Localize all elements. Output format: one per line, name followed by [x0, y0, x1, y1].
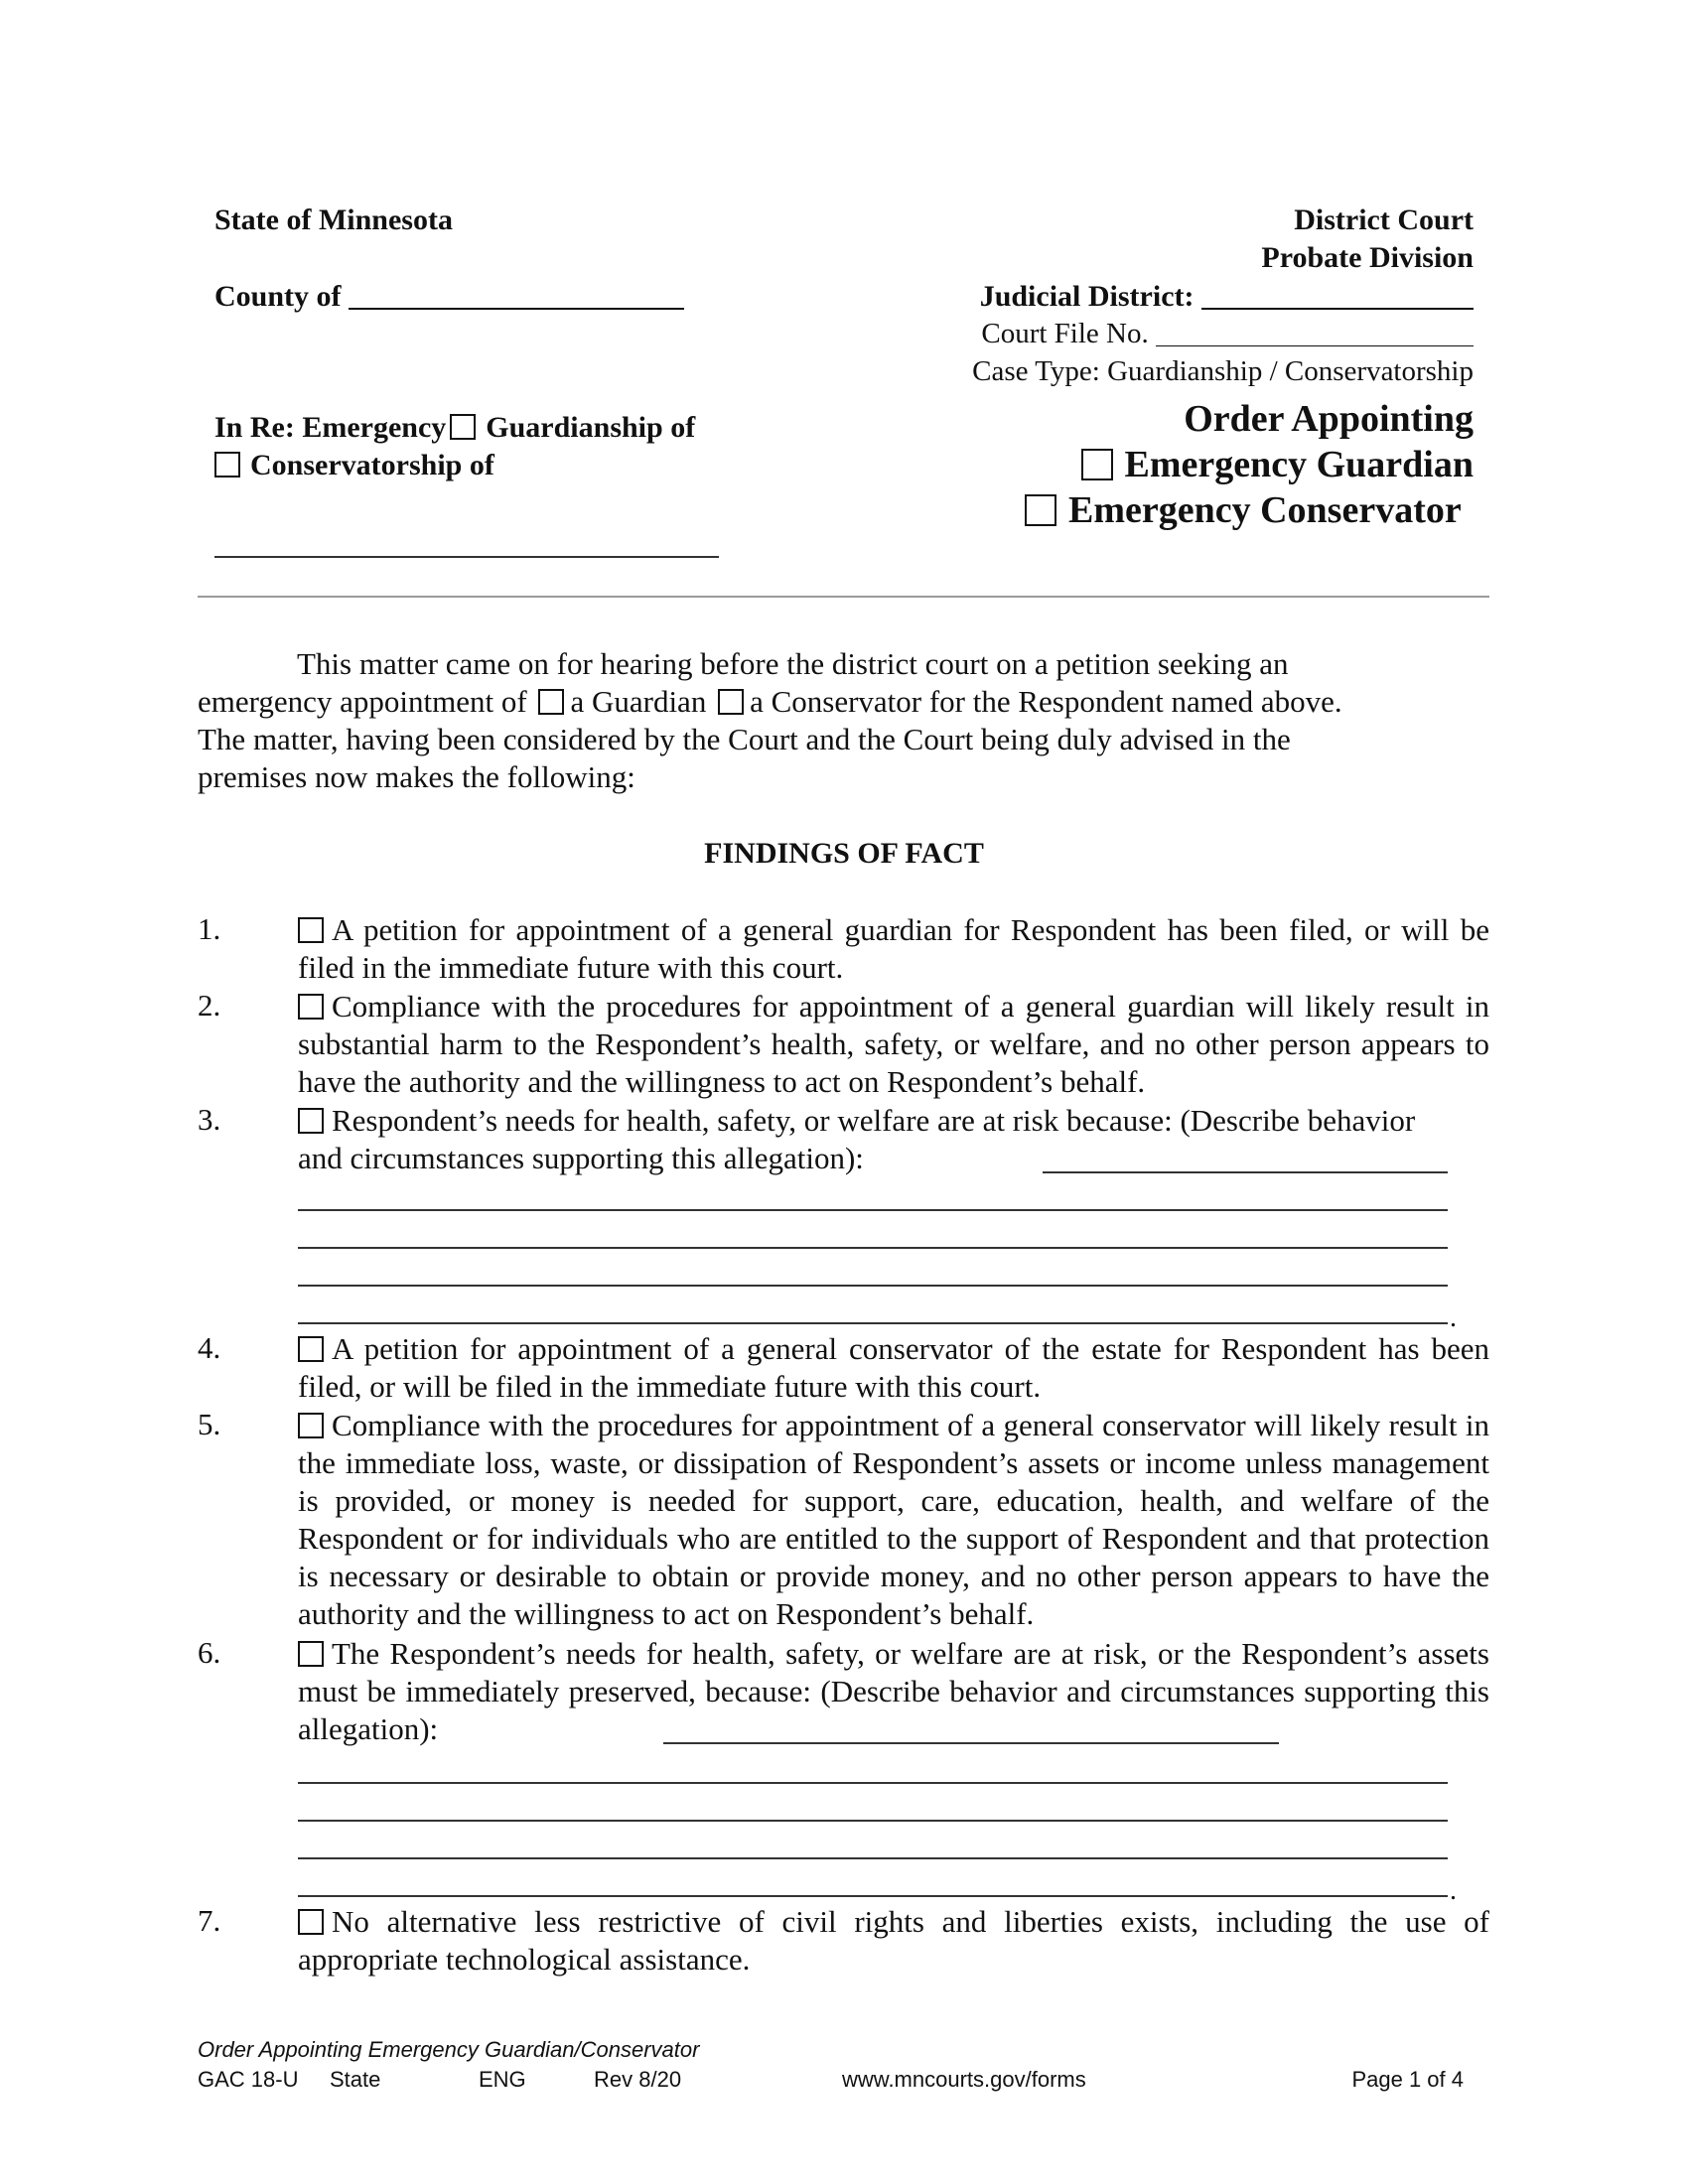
finding-4-checkbox[interactable]	[298, 1336, 324, 1362]
county-label: County of	[214, 280, 342, 313]
finding-5-number: 5.	[198, 1407, 221, 1441]
guardianship-checkbox[interactable]	[450, 414, 476, 440]
title-conservator-label: Emergency Conservator	[1068, 489, 1462, 531]
finding-3-period: .	[1450, 1302, 1457, 1333]
footer-form-title: Order Appointing Emergency Guardian/Conservator	[198, 2037, 700, 2062]
state-label: State of Minnesota	[214, 204, 453, 236]
intro-conservator-label: a Conservator for the Respondent named above.	[750, 684, 1342, 719]
finding-6-checkbox[interactable]	[298, 1641, 324, 1667]
emergency-conservator-checkbox[interactable]	[1025, 494, 1056, 526]
finding-2-checkbox[interactable]	[298, 994, 324, 1020]
intro-line-2a: emergency appointment of	[198, 684, 527, 719]
footer-revision: Rev 8/20	[594, 2067, 682, 2092]
finding-6-text: The Respondent’s needs for health, safety, or welfare are at risk, or the Respondent’s assets must be immediately preserved, because: (Describe behavior and circumstances supporting this allegation):	[298, 1636, 1489, 1746]
finding-4	[298, 1330, 1489, 1406]
judicial-district-label: Judicial District:	[979, 280, 1195, 313]
order-title: Order Appointing	[1184, 398, 1474, 440]
finding-3-checkbox[interactable]	[298, 1108, 324, 1134]
finding-5-text: Compliance with the procedures for appointment of a general conservator will likely result in the immediate loss, waste, or dissipation of Respondent’s assets or income unless management is provided, or money is needed for support, care, education, health, and welfare of the Respondent or for individuals who are entitled to the support of Respondent and that protection is necessary or desirable to obtain or provide money, and no other person appears to have the authority and the willingness to act on Respondent’s behalf.	[298, 1408, 1489, 1631]
finding-2-text: Compliance with the procedures for appointment of a general guardian will likely result in substantial harm to the Respondent’s health, safety, or welfare, and no other person appears to have the authority and the willingness to act on Respondent’s behalf.	[298, 989, 1489, 1099]
intro-guardian-checkbox[interactable]	[538, 689, 564, 715]
finding-6	[298, 1635, 1489, 1748]
case-type: Case Type: Guardianship / Conservatorship	[972, 355, 1474, 387]
judicial-district-field[interactable]	[1201, 282, 1474, 310]
judicial-district-line	[980, 280, 1474, 314]
finding-6-blank-4[interactable]	[298, 1895, 1448, 1897]
finding-4-number: 4.	[198, 1330, 221, 1365]
footer-form-code: GAC 18-U	[198, 2067, 299, 2092]
findings-heading: FINDINGS OF FACT	[704, 837, 984, 870]
conservatorship-line	[214, 449, 494, 482]
court-file-line	[981, 318, 1474, 350]
footer-page-number: Page 1 of 4	[1351, 2067, 1464, 2092]
footer-form-state: State	[330, 2067, 381, 2092]
finding-5-checkbox[interactable]	[298, 1413, 324, 1438]
intro-line-4: premises now makes the following:	[198, 759, 635, 794]
finding-1	[298, 911, 1489, 987]
court-file-field[interactable]	[1156, 320, 1474, 346]
county-line	[214, 280, 684, 314]
finding-3-blank-2[interactable]	[298, 1247, 1448, 1249]
intro-guardian-label: a Guardian	[570, 684, 707, 719]
finding-1-checkbox[interactable]	[298, 917, 324, 943]
header-divider	[198, 596, 1489, 598]
finding-3-text: Respondent’s needs for health, safety, or welfare are at risk because: (Describe behavior and circumstances supporting this allegation):	[298, 1103, 1416, 1175]
conservatorship-checkbox[interactable]	[214, 452, 240, 478]
division-label: Probate Division	[1261, 241, 1474, 274]
intro-line-2	[198, 683, 1342, 721]
footer-language: ENG	[479, 2067, 526, 2092]
respondent-name-field[interactable]	[214, 556, 719, 558]
finding-7-number: 7.	[198, 1903, 221, 1938]
finding-3-blank-1[interactable]	[298, 1209, 1448, 1211]
county-field[interactable]	[349, 282, 684, 310]
finding-6-period: .	[1450, 1875, 1457, 1906]
finding-3-blank-3[interactable]	[298, 1285, 1448, 1287]
finding-5	[298, 1407, 1489, 1633]
finding-6-blank-1[interactable]	[298, 1782, 1448, 1784]
in-re-label: In Re: Emergency	[214, 411, 447, 444]
guardianship-label: Guardianship of	[486, 411, 696, 444]
finding-6-blank-2[interactable]	[298, 1820, 1448, 1822]
finding-6-number: 6.	[198, 1635, 221, 1670]
title-conservator-line	[1025, 488, 1462, 532]
title-guardian-line	[1081, 443, 1474, 486]
intro-conservator-checkbox[interactable]	[718, 689, 744, 715]
finding-7-checkbox[interactable]	[298, 1909, 324, 1935]
finding-3	[298, 1102, 1440, 1177]
conservatorship-label: Conservatorship of	[250, 449, 494, 481]
in-re-line	[214, 411, 695, 445]
finding-7	[298, 1903, 1489, 1979]
emergency-guardian-checkbox[interactable]	[1081, 449, 1113, 480]
title-guardian-label: Emergency Guardian	[1124, 444, 1474, 485]
intro-line-1: This matter came on for hearing before the district court on a petition seeking an	[297, 646, 1289, 681]
finding-6-blank-3[interactable]	[298, 1857, 1448, 1859]
finding-2-number: 2.	[198, 988, 221, 1023]
finding-3-blank-4[interactable]	[298, 1322, 1448, 1324]
footer-url[interactable]: www.mncourts.gov/forms	[842, 2067, 1086, 2092]
finding-4-text: A petition for appointment of a general conservator of the estate for Respondent has been filed, or will be filed in the immediate future with this court.	[298, 1331, 1489, 1404]
finding-1-text: A petition for appointment of a general guardian for Respondent has been filed, or will be filed in the immediate future with this court.	[298, 912, 1489, 985]
intro-line-3: The matter, having been considered by the Court and the Court being duly advised in the	[198, 722, 1291, 756]
finding-3-number: 3.	[198, 1102, 221, 1137]
finding-2	[298, 988, 1489, 1101]
court-file-label: Court File No.	[981, 318, 1149, 349]
finding-1-number: 1.	[198, 911, 221, 946]
finding-3-blank-0[interactable]	[1043, 1171, 1448, 1173]
finding-7-text: No alternative less restrictive of civil rights and liberties exists, including the use of appropriate technological assistance.	[298, 1904, 1489, 1977]
finding-6-blank-0[interactable]	[663, 1742, 1279, 1744]
court-label: District Court	[1294, 204, 1474, 236]
